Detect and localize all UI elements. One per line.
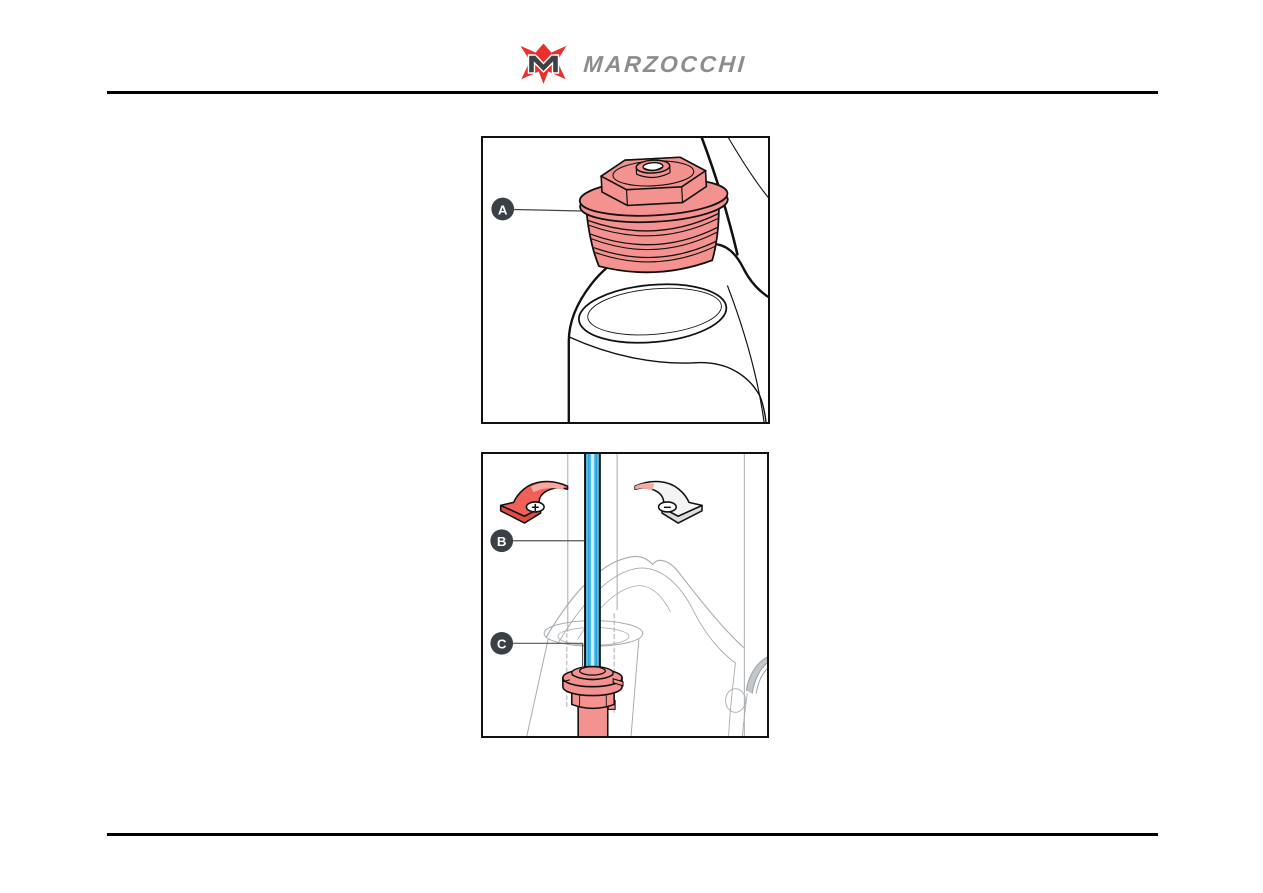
adjuster-rod-illustration: [483, 454, 767, 736]
callout-b: [490, 529, 584, 552]
logo-wordmark: MARZOCCHI: [582, 50, 747, 77]
figure-adjuster-rod: [481, 452, 769, 738]
callout-c: [490, 632, 582, 668]
callout-c-leader: [513, 643, 583, 668]
header-rule: [107, 91, 1158, 94]
foot-nut-part: [563, 666, 623, 736]
leg-shading: [746, 657, 767, 693]
callout-c-letter: C: [496, 636, 507, 652]
callout-a-leader: [514, 209, 582, 210]
callout-a-letter: A: [497, 202, 508, 218]
callout-b-letter: B: [496, 534, 507, 550]
top-cap-illustration: [483, 138, 768, 422]
minus-symbol: −: [663, 499, 672, 515]
figure-top-cap: [481, 136, 770, 424]
adjuster-rod: [585, 454, 600, 675]
top-cap-part: [578, 155, 732, 276]
fork-lowers-outline: [526, 454, 747, 736]
footer-rule: [107, 833, 1158, 836]
callout-a: [491, 198, 581, 221]
plus-symbol: +: [531, 499, 540, 515]
marzocchi-m-star-icon: [517, 42, 569, 86]
marzocchi-logo: [517, 41, 746, 87]
